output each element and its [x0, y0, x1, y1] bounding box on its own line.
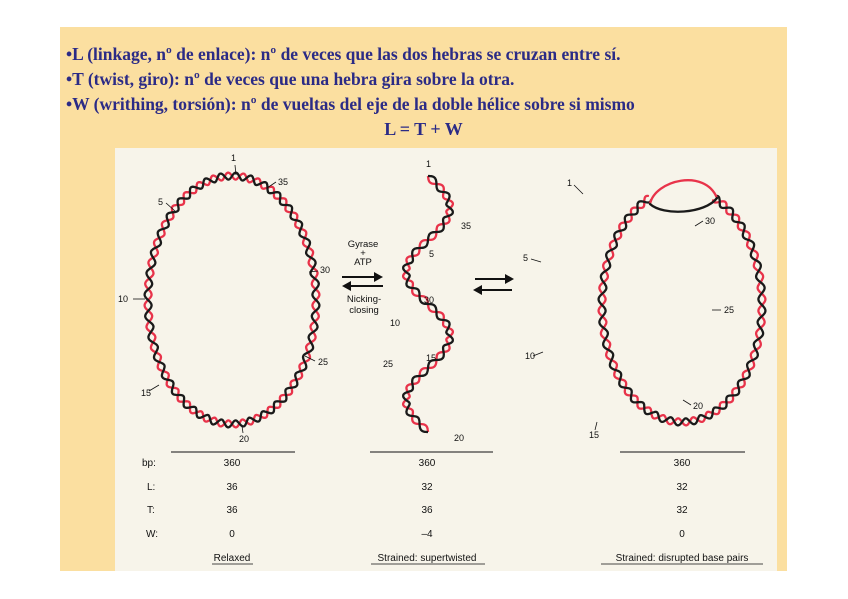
relaxed-label-5: 5 — [158, 197, 164, 207]
caption-disrupted: Strained: disrupted base pairs — [615, 553, 749, 564]
relaxed-label-30: 30 — [320, 265, 331, 275]
figure-svg — [115, 148, 777, 571]
dna-topology-figure — [115, 148, 777, 571]
supertwisted-label-10: 10 — [390, 318, 401, 328]
disrupted-label-1: 1 — [567, 178, 573, 188]
disrupted-label-10: 10 — [525, 351, 536, 361]
disrupted-label-25: 25 — [724, 305, 735, 315]
relaxed-label-20: 20 — [239, 434, 250, 444]
disrupted-label-30: 30 — [705, 216, 716, 226]
slide — [60, 27, 787, 571]
arrow-label-gyrase: Gyrase — [347, 239, 379, 250]
row-label-w: W: — [146, 529, 159, 540]
disrupted-t: 32 — [676, 505, 688, 516]
row-label-bp: bp: — [142, 458, 156, 469]
supertwisted-label-35: 35 — [461, 221, 472, 231]
supertwisted-label-1: 1 — [426, 159, 432, 169]
supertwisted-l: 32 — [421, 482, 433, 493]
supertwisted-label-30: 30 — [424, 295, 435, 305]
row-label-l: L: — [147, 482, 156, 493]
supertwisted-w: –4 — [421, 529, 433, 540]
equilibrium-arrows — [473, 274, 514, 295]
gyrase-arrows — [342, 272, 383, 291]
supertwisted-t: 36 — [421, 505, 433, 516]
supertwisted-labels — [383, 159, 471, 443]
definitions-list — [66, 42, 781, 117]
supertwisted-label-5: 5 — [429, 249, 435, 259]
definition-twist: •T (twist, giro): nº de veces que una hebra gira sobre la otra. — [66, 69, 515, 89]
relaxed-l: 36 — [226, 482, 238, 493]
caption-relaxed: Relaxed — [213, 553, 251, 564]
relaxed-label-25: 25 — [318, 357, 329, 367]
relaxed-strand-red — [145, 173, 320, 428]
arrow-label-atp: ATP — [354, 257, 372, 268]
supertwisted-label-25: 25 — [383, 359, 394, 369]
relaxed-label-10: 10 — [118, 294, 129, 304]
disrupted-labels — [523, 178, 734, 440]
relaxed-label-1: 1 — [231, 153, 237, 163]
relaxed-label-15: 15 — [141, 388, 152, 398]
disrupted-label-15: 15 — [589, 430, 600, 440]
relaxed-w: 0 — [229, 529, 235, 540]
caption-supertwisted: Strained: supertwisted — [377, 553, 477, 564]
supertwisted-label-20: 20 — [454, 433, 465, 443]
arrow-label-closing: closing — [349, 305, 379, 316]
formula: L = T + W — [384, 119, 463, 139]
arrow-label-plus: + — [360, 248, 366, 259]
supertwisted-label-15: 15 — [426, 353, 437, 363]
definition-writhing: •W (writhing, torsión): nº de vueltas del eje de la doble hélice sobre si mismo — [66, 94, 635, 114]
disrupted-label-20: 20 — [693, 401, 704, 411]
arrow-label-nicking: Nicking- — [346, 294, 382, 305]
relaxed-strand-black — [145, 173, 320, 428]
disrupted-label-5: 5 — [523, 253, 529, 263]
relaxed-bp: 360 — [223, 458, 241, 469]
disrupted-w: 0 — [679, 529, 685, 540]
supertwisted-bp: 360 — [418, 458, 436, 469]
disrupted-bubble-black — [650, 198, 717, 212]
definition-linkage: •L (linkage, nº de enlace): nº de veces que las dos hebras se cruzan entre sí. — [66, 44, 621, 64]
relaxed-t: 36 — [226, 505, 238, 516]
relaxed-label-35: 35 — [278, 177, 289, 187]
disrupted-l: 32 — [676, 482, 688, 493]
row-label-t: T: — [147, 505, 155, 516]
disrupted-bubble-red — [650, 180, 717, 204]
disrupted-bp: 360 — [673, 458, 691, 469]
